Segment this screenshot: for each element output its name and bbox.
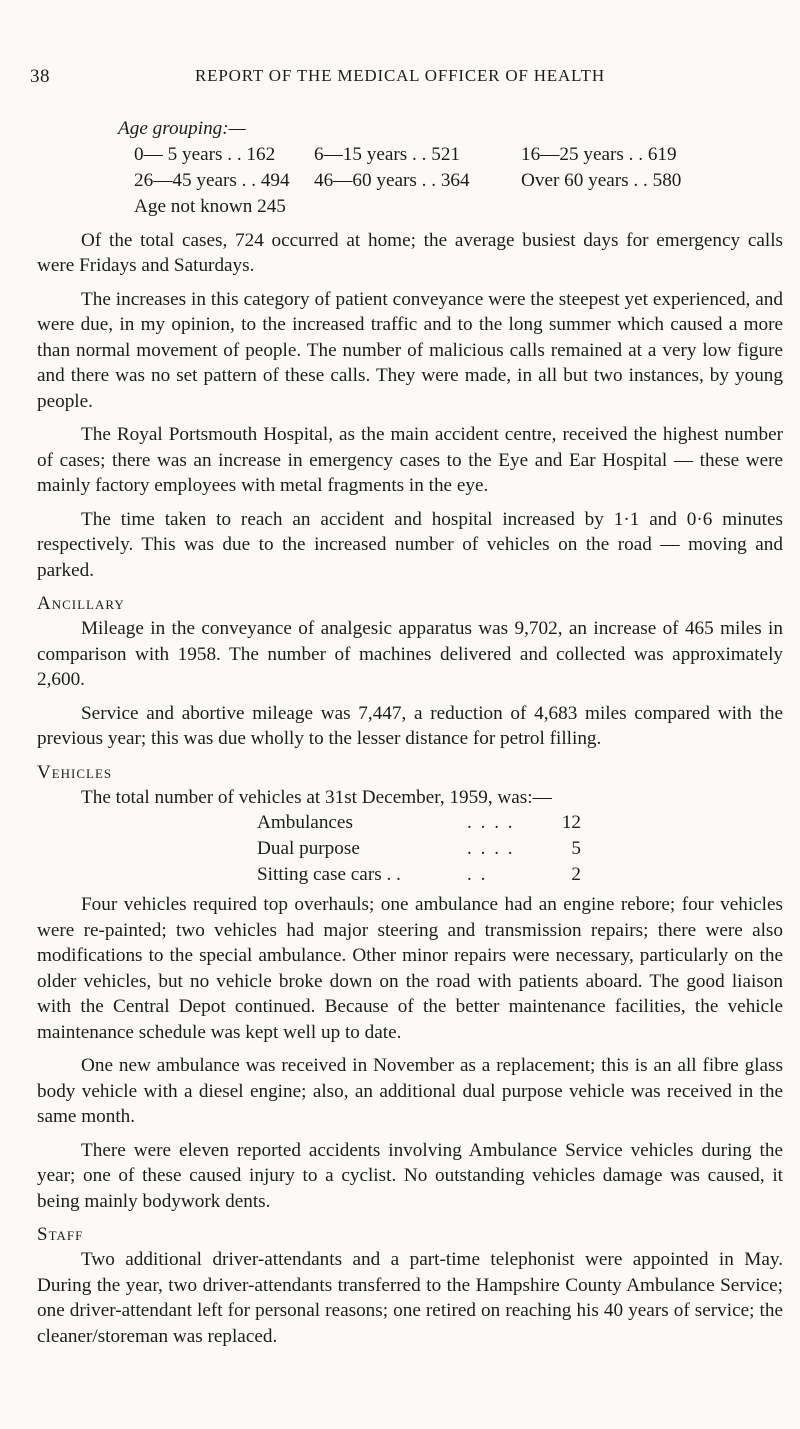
age-row bbox=[134, 168, 783, 194]
leader-dots: . . bbox=[467, 864, 488, 885]
leader-dots: . . . . bbox=[467, 838, 515, 859]
paragraph: The Royal Portsmouth Hospital, as the main accident centre, received the highest number of cases; there was an increase in emergency cases to the Eye and Ear Hospital — these were mainly factory employees with metal fragments in the eye. bbox=[37, 424, 783, 496]
paragraph: One new ambulance was received in November as a replacement; this is an all fibre glass body vehicle with a diesel engine; also, an additional dual purpose vehicle was received in the same month. bbox=[37, 1055, 783, 1127]
page-content bbox=[37, 116, 783, 1357]
page-number: 38 bbox=[30, 66, 50, 87]
paragraph: Four vehicles required top overhauls; one ambulance had an engine rebore; four vehicles were re-painted; two vehicles had major steering and transmission repairs; there were also modifications to the special ambulance. Other minor repairs were necessary, particularly on the older vehicles, but no vehicle broke down on the road with patients aboard. The good liaison with the Central Depot continued. Because of the better maintenance facilities, the vehicle maintenance schedule was kept well up to date. bbox=[37, 894, 783, 1043]
running-head: REPORT OF THE MEDICAL OFFICER OF HEALTH bbox=[195, 66, 605, 85]
paragraph: The increases in this category of patient conveyance were the steepest yet experienced, and were due, in my opinion, to the increased traffic and to the long summer which caused a more than normal movement of people. The number of malicious calls remained at a very low figure and there was no set pattern of these calls. They were made, in all but two instances, by young people. bbox=[37, 288, 783, 412]
age-cell: 16—25 years . . 619 bbox=[521, 143, 677, 165]
vehicle-row bbox=[257, 810, 783, 836]
vehicle-row bbox=[257, 862, 783, 888]
paragraph: There were eleven reported accidents involving Ambulance Service vehicles during the year; one of these caused injury to a cyclist. No outstanding vehicles damage was caused, it being mainly bodywork dents. bbox=[37, 1139, 783, 1212]
age-row bbox=[134, 142, 783, 168]
paragraph: Service and abortive mileage was 7,447, a reduction of 4,683 miles compared with the previous year; this was due wholly to the lesser distance for petrol filling. bbox=[37, 702, 783, 749]
vehicle-row bbox=[257, 836, 783, 862]
vehicle-count: 2 bbox=[571, 864, 581, 885]
page-header bbox=[30, 66, 770, 94]
paragraph: Mileage in the conveyance of analgesic apparatus was 9,702, an increase of 465 miles in comparison with 1958. The number of machines delivered and collected was approximately 2,600. bbox=[37, 618, 783, 690]
age-cell: Over 60 years . . 580 bbox=[521, 169, 682, 191]
age-grouping-table bbox=[134, 142, 783, 220]
section-heading-staff: Staff bbox=[37, 1224, 84, 1245]
leader-dots: . . . . bbox=[467, 812, 515, 833]
section-heading-vehicles: Vehicles bbox=[37, 761, 113, 783]
paragraph: Of the total cases, 724 occurred at home; the average busiest days for emergency calls were Fridays and Saturdays. bbox=[37, 229, 783, 276]
age-cell: 0— 5 years . . 162 bbox=[134, 143, 276, 165]
section-heading-ancillary: Ancillary bbox=[37, 593, 125, 614]
age-cell: Age not known 245 bbox=[134, 195, 286, 217]
age-cell: 6—15 years . . 521 bbox=[314, 143, 461, 165]
paragraph: The time taken to reach an accident and hospital increased by 1·1 and 0·6 minutes respectively. This was due to the increased number of vehicles on the road — moving and parked. bbox=[37, 508, 783, 581]
vehicle-label: Sitting case cars . . bbox=[257, 864, 401, 885]
vehicles-table bbox=[257, 810, 783, 888]
vehicle-label: Ambulances bbox=[257, 812, 353, 833]
paragraph: The total number of vehicles at 31st December, 1959, was:— bbox=[81, 786, 552, 808]
age-row bbox=[134, 194, 783, 220]
vehicle-count: 12 bbox=[561, 812, 581, 833]
age-cell: 26—45 years . . 494 bbox=[134, 169, 290, 191]
age-cell: 46—60 years . . 364 bbox=[314, 169, 470, 191]
age-grouping-title: Age grouping:— bbox=[118, 118, 246, 139]
vehicle-count: 5 bbox=[571, 838, 581, 859]
vehicle-label: Dual purpose bbox=[257, 838, 360, 859]
paragraph: Two additional driver-attendants and a part-time telephonist were appointed in May. During the year, two driver-attendants transferred to the Hampshire County Ambulance Service; one driver-attendant left for personal reasons; one retired on reaching his 40 years of service; the cleaner/storeman was replaced. bbox=[37, 1249, 783, 1347]
